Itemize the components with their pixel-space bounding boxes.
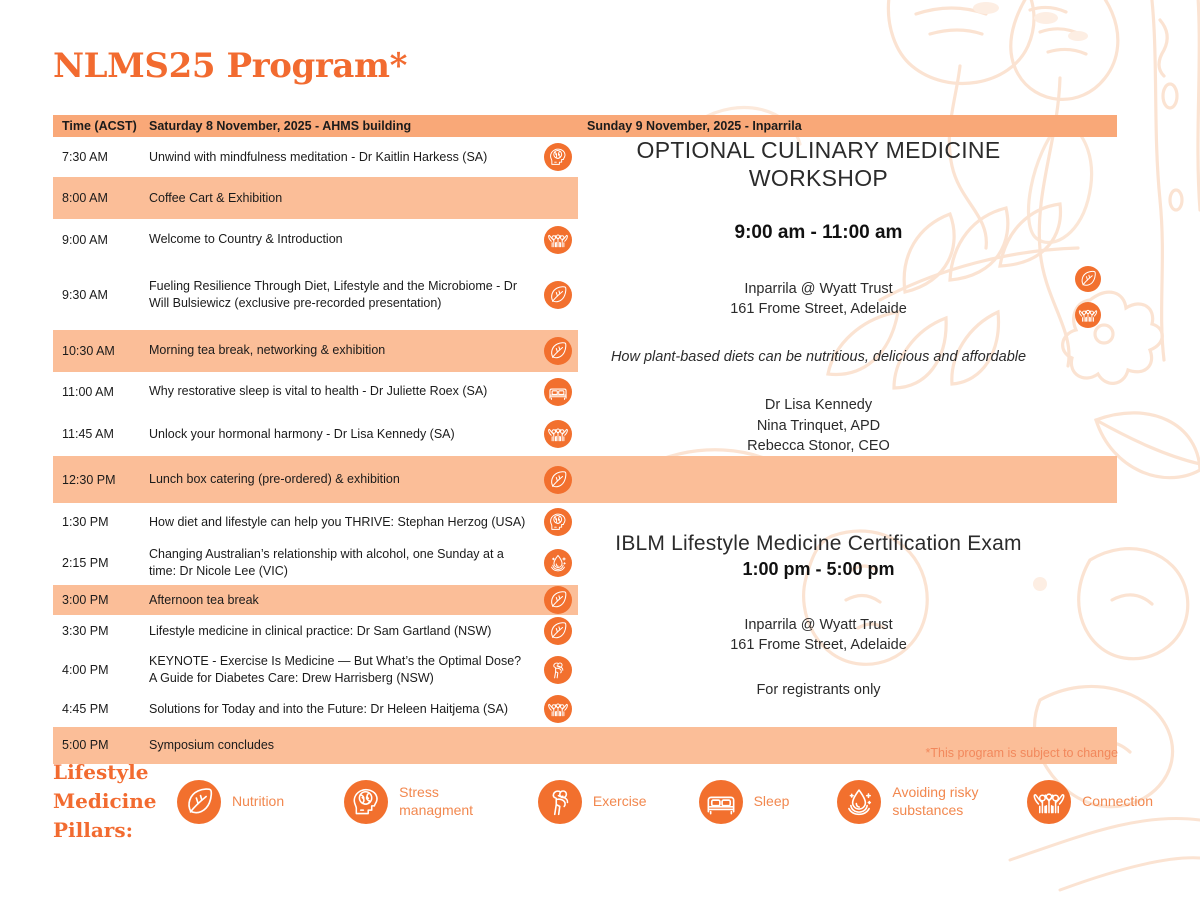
header-sunday-icon-spacer [1059, 115, 1117, 137]
row-description: Welcome to Country & Introduction [149, 232, 343, 247]
exercise-icon [538, 780, 582, 824]
workshop-time: 9:00 am - 11:00 am [734, 222, 903, 244]
row-pillar-icon-cell [538, 692, 578, 727]
row-description: Why restorative sleep is vital to health - Dr Juliette Roex (SA) [149, 384, 488, 399]
row-time: 12:30 PM [53, 456, 140, 503]
brain-icon [344, 780, 388, 824]
row-description: How diet and lifestyle can help you THRIVE: Stephan Herzog (USA) [149, 514, 526, 529]
bed-icon [544, 378, 572, 406]
pillars-title [53, 758, 161, 845]
droplet-icon [837, 780, 881, 824]
table-header-row [53, 115, 1117, 137]
pillar-item-connection [1027, 780, 1153, 824]
pillar-label: Stress managment [399, 784, 474, 818]
table-row [53, 503, 1117, 541]
workshop-presenter-3: Rebecca Stonor, CEO [747, 437, 890, 454]
lifestyle-medicine-pillars-legend [53, 758, 1153, 845]
pillar-label: Nutrition [232, 792, 285, 809]
row-description: KEYNOTE - Exercise Is Medicine — But What’s the Optimal Dose? A Guide for Diabetes Care: Drew Harrisberg (NSW) [149, 653, 522, 685]
header-saturday: Saturday 8 November, 2025 - AHMS building [140, 115, 538, 137]
workshop-venue-line2: 161 Frome Street, Adelaide [730, 300, 907, 317]
row-pillar-icon-cell [538, 412, 578, 456]
workshop-venue [588, 280, 1049, 319]
connection-icon [1027, 780, 1071, 824]
row-time: 9:30 AM [62, 288, 108, 303]
pillar-label: Avoiding risky substances [892, 784, 979, 818]
table-row [53, 456, 1117, 503]
leaf-icon [177, 780, 221, 824]
row-time: 10:30 AM [53, 330, 140, 372]
pillar-item-avoiding [837, 780, 983, 824]
row-time: 9:00 AM [62, 232, 108, 247]
sunday-shaded-band [578, 456, 1059, 503]
bed-icon [699, 780, 743, 824]
row-pillar-icon-cell [538, 503, 578, 541]
row-description: Symposium concludes [140, 727, 538, 764]
workshop-presenter-1: Dr Lisa Kennedy [764, 397, 873, 414]
exam-note: For registrants only [756, 681, 881, 698]
row-pillar-icon-cell [538, 219, 578, 261]
exam-venue-line2: 161 Frome Street, Adelaide [730, 636, 907, 653]
row-time: 5:00 PM [53, 727, 140, 764]
leaf-icon [544, 466, 572, 494]
page-title: NLMS25 Program* [53, 46, 407, 86]
table-row [53, 137, 1117, 177]
row-description: Solutions for Today and into the Future: Dr Heleen Haitjema (SA) [149, 701, 508, 716]
exam-time: 1:00 pm - 5:00 pm [742, 559, 895, 580]
leaf-icon [544, 337, 572, 365]
header-icon-spacer [538, 115, 578, 137]
workshop-presenter-2: Nina Trinquet, APD [756, 417, 881, 434]
row-description: Lifestyle medicine in clinical practice: Dr Sam Gartland (NSW) [149, 624, 492, 639]
workshop-tagline: How plant-based diets can be nutritious, delicious and affordable [610, 349, 1027, 366]
row-time: 3:00 PM [53, 585, 140, 615]
sunday-workshop-panel [578, 137, 1059, 456]
row-time: 2:15 PM [62, 556, 109, 571]
pillar-item-stress [344, 780, 490, 824]
row-time: 1:30 PM [62, 515, 109, 530]
program-footnote: *This program is subject to change [925, 746, 1118, 760]
leaf-icon [544, 586, 572, 614]
row-pillar-icon-cell [538, 648, 578, 692]
row-description: Changing Australian’s relationship with alcohol, one Sunday at a time: Dr Nicole Lee (VIC) [149, 547, 504, 579]
row-time: 11:45 AM [62, 427, 114, 442]
row-description: Unlock your hormonal harmony - Dr Lisa Kennedy (SA) [149, 426, 455, 441]
row-pillar-icon-cell [538, 260, 578, 330]
leaf-icon [544, 281, 572, 309]
row-description: Unwind with mindfulness meditation - Dr Kaitlin Harkess (SA) [149, 149, 488, 164]
row-time: 7:30 AM [62, 150, 108, 165]
row-description: Coffee Cart & Exhibition [140, 177, 538, 219]
sunday-exam-icons [1059, 503, 1117, 727]
row-pillar-icon-cell [538, 177, 578, 219]
row-pillar-icon-cell [538, 330, 578, 372]
header-time: Time (ACST) [53, 115, 140, 137]
pillar-item-sleep [699, 780, 790, 824]
row-pillar-icon-cell [538, 585, 578, 615]
sunday-exam-panel [578, 503, 1059, 727]
workshop-presenters [588, 395, 1049, 456]
row-pillar-icon-cell [538, 372, 578, 412]
workshop-venue-line1: Inparrila @ Wyatt Trust [744, 281, 893, 298]
row-time: 4:00 PM [62, 662, 109, 677]
exam-heading: IBLM Lifestyle Medicine Certification Exam [615, 532, 1022, 556]
row-time: 8:00 AM [53, 177, 140, 219]
row-description: Lunch box catering (pre-ordered) & exhibition [140, 456, 538, 503]
pillar-label: Sleep [753, 792, 790, 809]
pillar-label: Connection [1082, 792, 1153, 809]
pillars-title-line1: Lifestyle [53, 760, 149, 784]
leaf-icon [544, 617, 572, 645]
pillar-item-exercise [538, 780, 647, 824]
row-pillar-icon-cell [538, 615, 578, 648]
pillar-item-nutrition [177, 780, 284, 824]
row-time: 4:45 PM [62, 702, 109, 717]
pillars-title-line3: Pillars: [53, 818, 133, 842]
workshop-heading: OPTIONAL CULINARY MEDICINE WORKSHOP [636, 137, 1001, 191]
brain-icon [544, 143, 572, 171]
sunday-workshop-icons [1059, 137, 1117, 456]
brain-icon [544, 508, 572, 536]
exam-venue [588, 616, 1049, 655]
header-sunday: Sunday 9 November, 2025 - Inparrila [578, 115, 1059, 137]
exercise-icon [544, 656, 572, 684]
exam-venue-line1: Inparrila @ Wyatt Trust [744, 617, 893, 634]
pillar-label: Exercise [592, 792, 647, 809]
connection-icon [544, 226, 572, 254]
row-pillar-icon-cell [538, 137, 578, 177]
row-pillar-icon-cell [538, 541, 578, 585]
row-description: Afternoon tea break [140, 585, 538, 615]
leaf-icon [1075, 266, 1101, 292]
connection-icon [544, 420, 572, 448]
sunday-shaded-band-icon [1059, 456, 1117, 503]
row-pillar-icon-cell [538, 456, 578, 503]
connection-icon [1075, 302, 1101, 328]
row-description: Fueling Resilience Through Diet, Lifestyle and the Microbiome - Dr Will Bulsiewicz (exclusive pre-recorded presentation) [149, 279, 517, 311]
row-time: 11:00 AM [62, 384, 114, 399]
row-time: 3:30 PM [62, 624, 109, 639]
droplet-icon [544, 549, 572, 577]
connection-icon [544, 695, 572, 723]
pillars-title-line2: Medicine [53, 789, 157, 813]
program-table [53, 115, 1117, 764]
row-description: Morning tea break, networking & exhibition [140, 330, 538, 372]
